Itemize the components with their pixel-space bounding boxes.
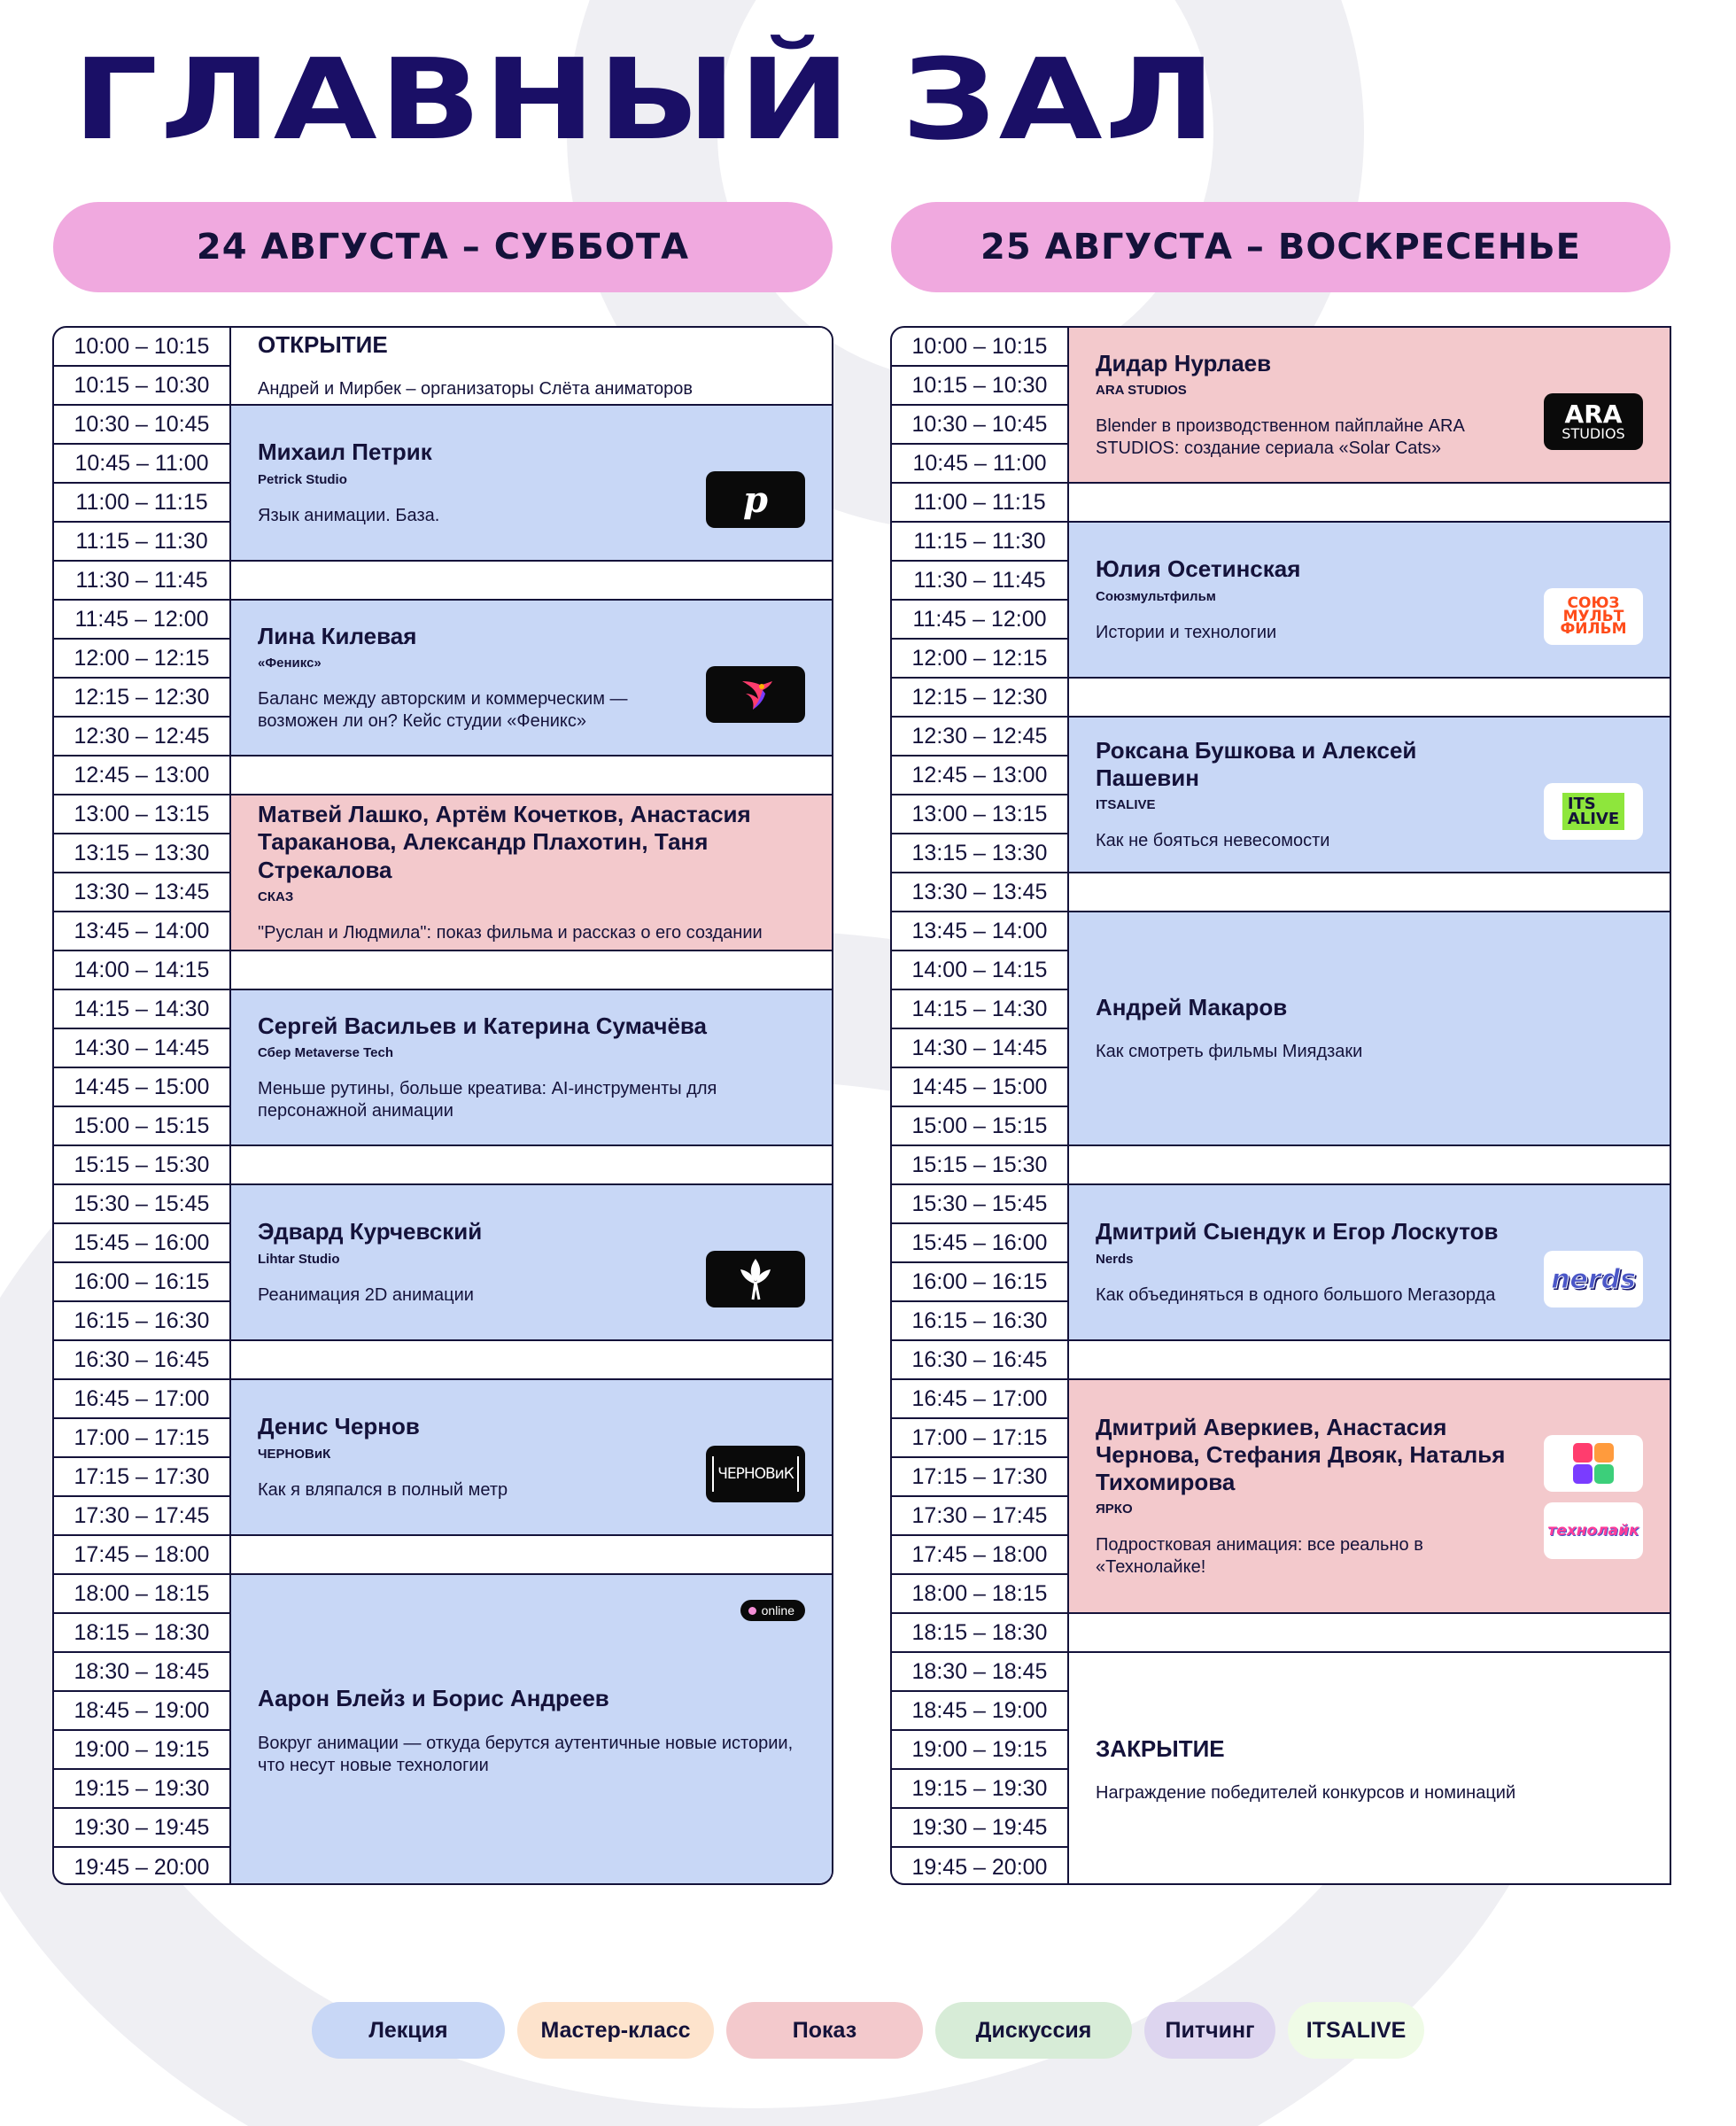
time-slot: 17:00 – 17:15 (892, 1419, 1067, 1458)
time-slot: 15:00 – 15:15 (892, 1107, 1067, 1146)
event-block (1069, 912, 1670, 1146)
time-slot: 19:45 – 20:00 (74, 1854, 210, 1880)
time-slot: 14:45 – 15:00 (892, 1068, 1067, 1107)
event-studio: СКАЗ (258, 888, 294, 904)
technolike-logo: технолайк (1544, 1502, 1643, 1559)
event-block (231, 328, 832, 406)
time-slot: 17:15 – 17:30 (892, 1458, 1067, 1497)
time-slot: 19:00 – 19:15 (892, 1731, 1067, 1770)
legend (0, 2002, 1736, 2059)
event-description: Blender в производственном пайплайне ARA STUDIOS: создание сериала «Solar Cats» (1096, 416, 1464, 459)
event-block (231, 406, 832, 562)
time-slot: 18:30 – 18:45 (54, 1653, 229, 1692)
day2-events (1069, 328, 1670, 1883)
time-slot: 15:15 – 15:30 (54, 1146, 229, 1185)
time-slot: 16:00 – 16:15 (54, 1263, 229, 1302)
event-description: Меньше рутины, больше креатива: AI-инструменты для персонажной анимации (258, 1079, 717, 1121)
time-slot: 16:15 – 16:30 (892, 1302, 1067, 1341)
event-block (1069, 1380, 1670, 1614)
event-description: Вокруг анимации — откуда берутся аутентичные новые истории, что несут новые технологии (258, 1733, 794, 1775)
time-slot: 15:00 – 15:15 (54, 1107, 229, 1146)
event-block (1069, 523, 1670, 679)
time-slot: 15:30 – 15:45 (54, 1185, 229, 1224)
time-slot: 12:45 – 13:00 (54, 757, 229, 795)
petrick-logo: p (706, 471, 805, 528)
event-studio: Lihtar Studio (258, 1251, 340, 1267)
time-slot: 14:30 – 14:45 (892, 1029, 1067, 1068)
online-badge: online (740, 1600, 805, 1621)
day1-header: 24 АВГУСТА – СУББОТА (53, 202, 833, 292)
event-block (231, 1185, 832, 1341)
time-slot: 16:45 – 17:00 (892, 1380, 1067, 1419)
event-block (231, 795, 832, 951)
time-slot: 15:15 – 15:30 (892, 1146, 1067, 1185)
event-speaker: Дмитрий Сыендук и Егор Лоскутов (1096, 1218, 1499, 1245)
time-slot: 12:30 – 12:45 (892, 718, 1067, 757)
event-speaker: Сергей Васильев и Катерина Сумачёва (258, 1012, 708, 1039)
time-slot: 13:45 – 14:00 (54, 912, 229, 951)
event-block (231, 1380, 832, 1536)
time-slot: 19:30 – 19:45 (54, 1809, 229, 1848)
event-speaker: Юлия Осетинская (1096, 555, 1301, 583)
event-description: Награждение победителей конкурсов и номинаций (1096, 1783, 1516, 1804)
yarko-logo (1544, 1435, 1643, 1492)
time-slot: 19:15 – 19:30 (892, 1770, 1067, 1809)
phoenix-logo (706, 666, 805, 723)
time-slot: 16:15 – 16:30 (54, 1302, 229, 1341)
time-slot: 13:00 – 13:15 (892, 795, 1067, 834)
day2-time-column (892, 328, 1069, 1883)
time-slot: 11:15 – 11:30 (892, 523, 1067, 562)
time-slot: 14:30 – 14:45 (54, 1029, 229, 1068)
event-speaker: Андрей Макаров (1096, 993, 1288, 1020)
event-speaker: Матвей Лашко, Артём Кочетков, Анастасия Тараканова, Александр Плахотин, Таня Стрекалова (258, 801, 751, 883)
legend-item-lecture: Лекция (312, 2002, 505, 2059)
break-slot (231, 951, 832, 990)
event-description: Андрей и Мирбек – организаторы Слёта аниматоров (258, 379, 694, 400)
break-slot (231, 1536, 832, 1575)
event-studio: ITSALIVE (1096, 797, 1156, 813)
break-slot (231, 757, 832, 795)
event-speaker: Дидар Нурлаев (1096, 349, 1272, 376)
event-studio: «Феникс» (258, 656, 322, 671)
time-slot: 11:30 – 11:45 (54, 562, 229, 601)
time-slot: 10:00 – 10:15 (54, 328, 229, 367)
event-speaker: Денис Чернов (258, 1413, 420, 1440)
time-slot: 13:15 – 13:30 (892, 834, 1067, 873)
nerds-logo: nerds (1544, 1251, 1643, 1307)
time-slot: 12:45 – 13:00 (892, 757, 1067, 795)
time-slot: 18:00 – 18:15 (892, 1575, 1067, 1614)
time-slot: 16:30 – 16:45 (54, 1341, 229, 1380)
time-slot: 15:30 – 15:45 (892, 1185, 1067, 1224)
event-description: Истории и технологии (1096, 622, 1277, 642)
break-slot (1069, 1614, 1670, 1653)
time-slot: 11:30 – 11:45 (892, 562, 1067, 601)
chernovik-logo: ЧЕРНОВиК (706, 1446, 805, 1502)
time-slot: 19:00 – 19:15 (54, 1731, 229, 1770)
event-description: Реанимация 2D анимации (258, 1284, 474, 1305)
soyuz-logo: СОЮЗ МУЛЬТ ФИЛЬМ (1544, 588, 1643, 645)
event-block (231, 601, 832, 757)
time-slot: 17:15 – 17:30 (54, 1458, 229, 1497)
time-slot: 18:00 – 18:15 (54, 1575, 229, 1614)
legend-item-show: Показ (726, 2002, 923, 2059)
time-slot: 13:15 – 13:30 (54, 834, 229, 873)
event-description: Как объединяться в одного большого Мегазорда (1096, 1284, 1496, 1305)
time-slot: 17:45 – 18:00 (54, 1536, 229, 1575)
event-block (1069, 718, 1670, 873)
event-block (231, 1575, 832, 1885)
time-slot: 18:15 – 18:30 (892, 1614, 1067, 1653)
event-description: "Руслан и Людмила": показ фильма и рассказ о его создании (258, 922, 763, 943)
event-speaker: Эдвард Курчевский (258, 1218, 483, 1245)
time-slot: 17:00 – 17:15 (54, 1419, 229, 1458)
event-description: Подростковая анимация: все реально в «Технолайке! (1096, 1535, 1423, 1578)
time-slot: 10:15 – 10:30 (892, 367, 1067, 406)
event-speaker: Дмитрий Аверкиев, Анастасия Чернова, Стефания Двояк, Наталья Тихомирова (1096, 1413, 1506, 1496)
time-slot: 18:45 – 19:00 (892, 1692, 1067, 1731)
time-slot: 10:45 – 11:00 (54, 445, 229, 484)
time-slot: 14:15 – 14:30 (892, 990, 1067, 1029)
time-slot: 15:45 – 16:00 (892, 1224, 1067, 1263)
time-slot: 13:00 – 13:15 (54, 795, 229, 834)
time-slot: 11:15 – 11:30 (54, 523, 229, 562)
time-slot: 10:45 – 11:00 (892, 445, 1067, 484)
break-slot (1069, 1146, 1670, 1185)
event-speaker: ЗАКРЫТИЕ (1096, 1734, 1225, 1762)
time-slot: 12:15 – 12:30 (892, 679, 1067, 718)
time-slot: 19:15 – 19:30 (54, 1770, 229, 1809)
legend-item-pitching: Питчинг (1144, 2002, 1275, 2059)
time-slot: 18:30 – 18:45 (892, 1653, 1067, 1692)
time-slot: 14:00 – 14:15 (892, 951, 1067, 990)
day2-header: 25 АВГУСТА – ВОСКРЕСЕНЬЕ (891, 202, 1670, 292)
time-slot: 11:45 – 12:00 (54, 601, 229, 640)
time-slot: 11:00 – 11:15 (54, 484, 229, 523)
lihtar-logo (706, 1251, 805, 1307)
time-slot: 13:30 – 13:45 (54, 873, 229, 912)
break-slot (231, 1146, 832, 1185)
event-description: Как смотреть фильмы Миядзаки (1096, 1042, 1363, 1062)
time-slot: 10:30 – 10:45 (892, 406, 1067, 445)
day1-time-column (54, 328, 231, 1883)
time-slot: 14:45 – 15:00 (54, 1068, 229, 1107)
event-studio: ЯРКО (1096, 1501, 1133, 1517)
event-speaker: Роксана Бушкова и Алексей Пашевин (1096, 736, 1417, 791)
event-speaker: Аарон Блейз и Борис Андреев (258, 1685, 609, 1712)
time-slot: 10:15 – 10:30 (54, 367, 229, 406)
break-slot (1069, 484, 1670, 523)
page-title: ГЛАВНЫЙ ЗАЛ (73, 35, 1218, 165)
event-block (1069, 1185, 1670, 1341)
legend-item-itsalive: ITSALIVE (1288, 2002, 1424, 2059)
time-slot: 13:30 – 13:45 (892, 873, 1067, 912)
time-slot: 10:30 – 10:45 (54, 406, 229, 445)
time-slot: 12:00 – 12:15 (54, 640, 229, 679)
break-slot (1069, 1341, 1670, 1380)
day1-schedule (52, 326, 833, 1885)
event-block (1069, 1653, 1670, 1885)
time-slot: 18:45 – 19:00 (54, 1692, 229, 1731)
ara-logo: ARA STUDIOS (1544, 393, 1643, 450)
time-slot: 18:15 – 18:30 (54, 1614, 229, 1653)
break-slot (1069, 873, 1670, 912)
break-slot (1069, 679, 1670, 718)
event-studio: ЧЕРНОВиК (258, 1446, 331, 1462)
time-slot: 12:30 – 12:45 (54, 718, 229, 757)
time-slot: 19:30 – 19:45 (892, 1809, 1067, 1848)
event-studio: Союзмультфильм (1096, 588, 1216, 604)
event-studio: Сбер Metaverse Tech (258, 1045, 394, 1061)
time-slot: 17:30 – 17:45 (892, 1497, 1067, 1536)
day2-schedule (890, 326, 1671, 1885)
event-description: Баланс между авторским и коммерческим — возможен ли он? Кейс студии «Феникс» (258, 689, 628, 732)
event-studio: ARA STUDIOS (1096, 383, 1187, 399)
time-slot: 15:45 – 16:00 (54, 1224, 229, 1263)
itsalive-logo: ITS ALIVE (1544, 783, 1643, 840)
event-description: Как я вляпался в полный метр (258, 1479, 508, 1500)
break-slot (231, 562, 832, 601)
time-slot: 19:45 – 20:00 (911, 1854, 1048, 1880)
time-slot: 16:45 – 17:00 (54, 1380, 229, 1419)
legend-item-discussion: Дискуссия (935, 2002, 1132, 2059)
event-speaker: Лина Килевая (258, 622, 417, 649)
event-description: Язык анимации. База. (258, 505, 440, 525)
event-block (1069, 328, 1670, 484)
time-slot: 11:45 – 12:00 (892, 601, 1067, 640)
time-slot: 11:00 – 11:15 (892, 484, 1067, 523)
time-slot: 10:00 – 10:15 (892, 328, 1067, 367)
break-slot (231, 1341, 832, 1380)
time-slot: 13:45 – 14:00 (892, 912, 1067, 951)
time-slot: 16:30 – 16:45 (892, 1341, 1067, 1380)
time-slot: 12:00 – 12:15 (892, 640, 1067, 679)
day1-events (231, 328, 832, 1883)
time-slot: 14:00 – 14:15 (54, 951, 229, 990)
time-slot: 17:30 – 17:45 (54, 1497, 229, 1536)
event-block (231, 990, 832, 1146)
event-speaker: Михаил Петрик (258, 438, 432, 466)
event-speaker: ОТКРЫТИЕ (258, 330, 388, 358)
event-studio: Petrick Studio (258, 471, 347, 487)
time-slot: 12:15 – 12:30 (54, 679, 229, 718)
event-description: Как не бояться невесомости (1096, 831, 1330, 851)
legend-item-masterclass: Мастер-класс (517, 2002, 714, 2059)
event-studio: Nerds (1096, 1251, 1134, 1267)
time-slot: 16:00 – 16:15 (892, 1263, 1067, 1302)
time-slot: 17:45 – 18:00 (892, 1536, 1067, 1575)
time-slot: 14:15 – 14:30 (54, 990, 229, 1029)
